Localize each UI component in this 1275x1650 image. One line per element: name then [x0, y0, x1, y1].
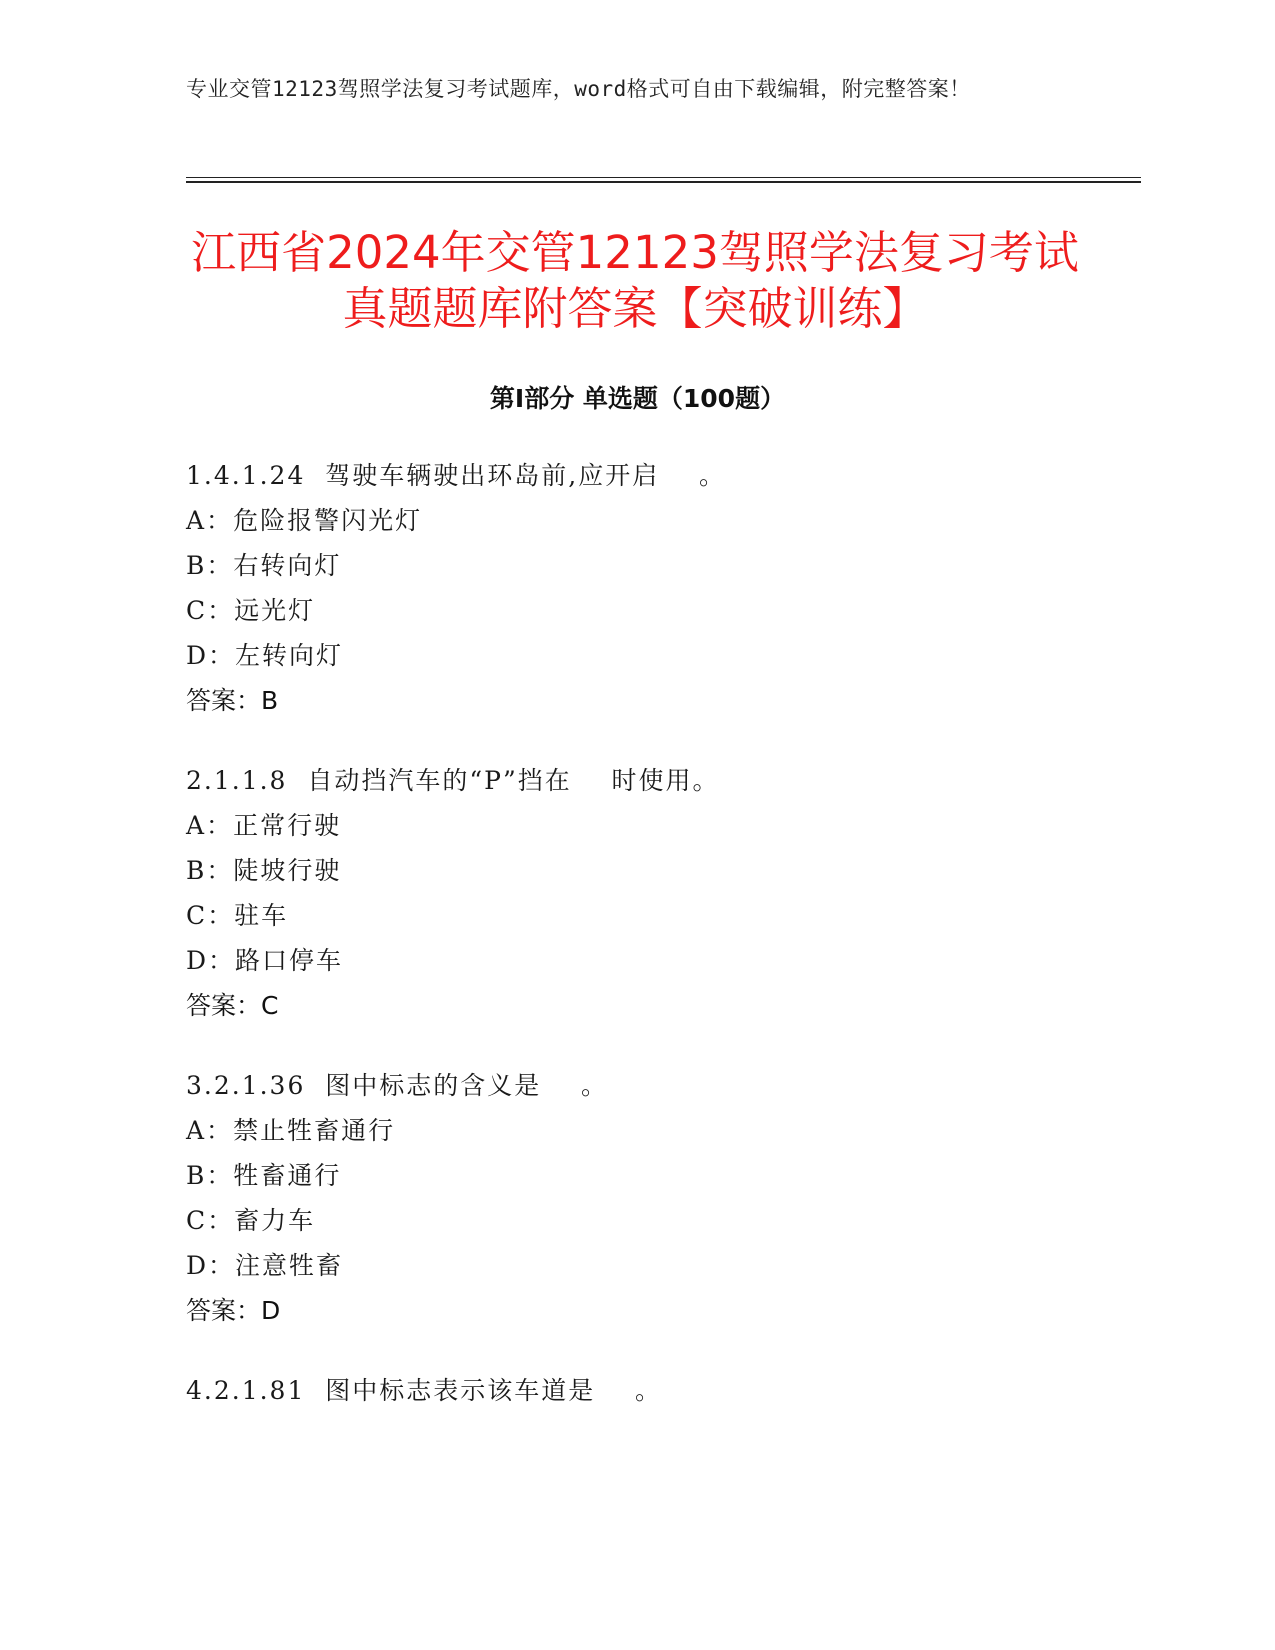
option-text: 危险报警闪光灯 — [233, 506, 423, 535]
answer-value: B — [261, 686, 279, 715]
option-text: 右转向灯 — [233, 551, 342, 580]
question-answer — [186, 678, 1126, 723]
option-text: 路口停车 — [235, 946, 344, 975]
option-text: 畜力车 — [234, 1206, 316, 1235]
option-letter: C： — [186, 596, 235, 625]
question-option — [186, 803, 1126, 848]
question-option — [186, 543, 1126, 588]
option-letter: C： — [186, 901, 235, 930]
document-title-line2: 真题题库附答案【突破训练】 — [342, 282, 928, 335]
question-stem: 3.2.1.36 图中标志的含义是 。 — [186, 1071, 609, 1100]
option-text: 禁止牲畜通行 — [233, 1116, 396, 1145]
option-letter: B： — [186, 551, 234, 580]
question-option — [186, 848, 1126, 893]
question-item — [186, 1063, 1126, 1333]
question-option — [186, 938, 1126, 983]
question-option — [186, 1108, 1126, 1153]
option-text: 驻车 — [234, 901, 289, 930]
question-option — [186, 498, 1126, 543]
option-text: 注意牲畜 — [235, 1251, 344, 1280]
document-title-line1: 江西省2024年交管12123驾照学法复习考试 — [191, 226, 1079, 279]
header-divider-thin — [186, 177, 1141, 178]
option-letter: A： — [186, 506, 234, 535]
question-option — [186, 893, 1126, 938]
option-text: 牲畜通行 — [233, 1161, 342, 1190]
option-letter: D： — [186, 1251, 236, 1280]
question-option — [186, 1198, 1126, 1243]
option-letter: A： — [186, 1116, 234, 1145]
answer-value: D — [261, 1296, 281, 1325]
question-answer — [186, 1288, 1126, 1333]
option-letter: D： — [186, 946, 236, 975]
question-item — [186, 758, 1126, 1028]
question-stem: 4.2.1.81 图中标志表示该车道是 。 — [186, 1376, 663, 1405]
option-text: 正常行驶 — [233, 811, 342, 840]
document-title — [150, 225, 1120, 337]
option-text: 左转向灯 — [235, 641, 344, 670]
question-item — [186, 1368, 1126, 1413]
option-letter: B： — [186, 856, 234, 885]
option-letter: D： — [186, 641, 236, 670]
answer-value: C — [261, 991, 279, 1020]
answer-label: 答案： — [186, 1296, 262, 1325]
option-text: 陡坡行驶 — [233, 856, 342, 885]
option-letter: A： — [186, 811, 234, 840]
header-divider-thick — [186, 181, 1141, 183]
question-option — [186, 588, 1126, 633]
header-note: 专业交管12123驾照学法复习考试题库，word格式可自由下载编辑，附完整答案！ — [186, 77, 971, 101]
question-answer — [186, 983, 1126, 1028]
question-option — [186, 1243, 1126, 1288]
question-stem: 1.4.1.24 驾驶车辆驶出环岛前,应开启 。 — [186, 461, 726, 490]
question-option — [186, 1153, 1126, 1198]
question-stem: 2.1.1.8 自动挡汽车的“P”挡在 时使用。 — [186, 766, 720, 795]
section-title: 第Ⅰ部分 单选题（100题） — [489, 384, 786, 413]
answer-label: 答案： — [186, 686, 262, 715]
question-item — [186, 453, 1126, 723]
option-letter: C： — [186, 1206, 235, 1235]
option-letter: B： — [186, 1161, 234, 1190]
answer-label: 答案： — [186, 991, 262, 1020]
question-option — [186, 633, 1126, 678]
option-text: 远光灯 — [234, 596, 316, 625]
